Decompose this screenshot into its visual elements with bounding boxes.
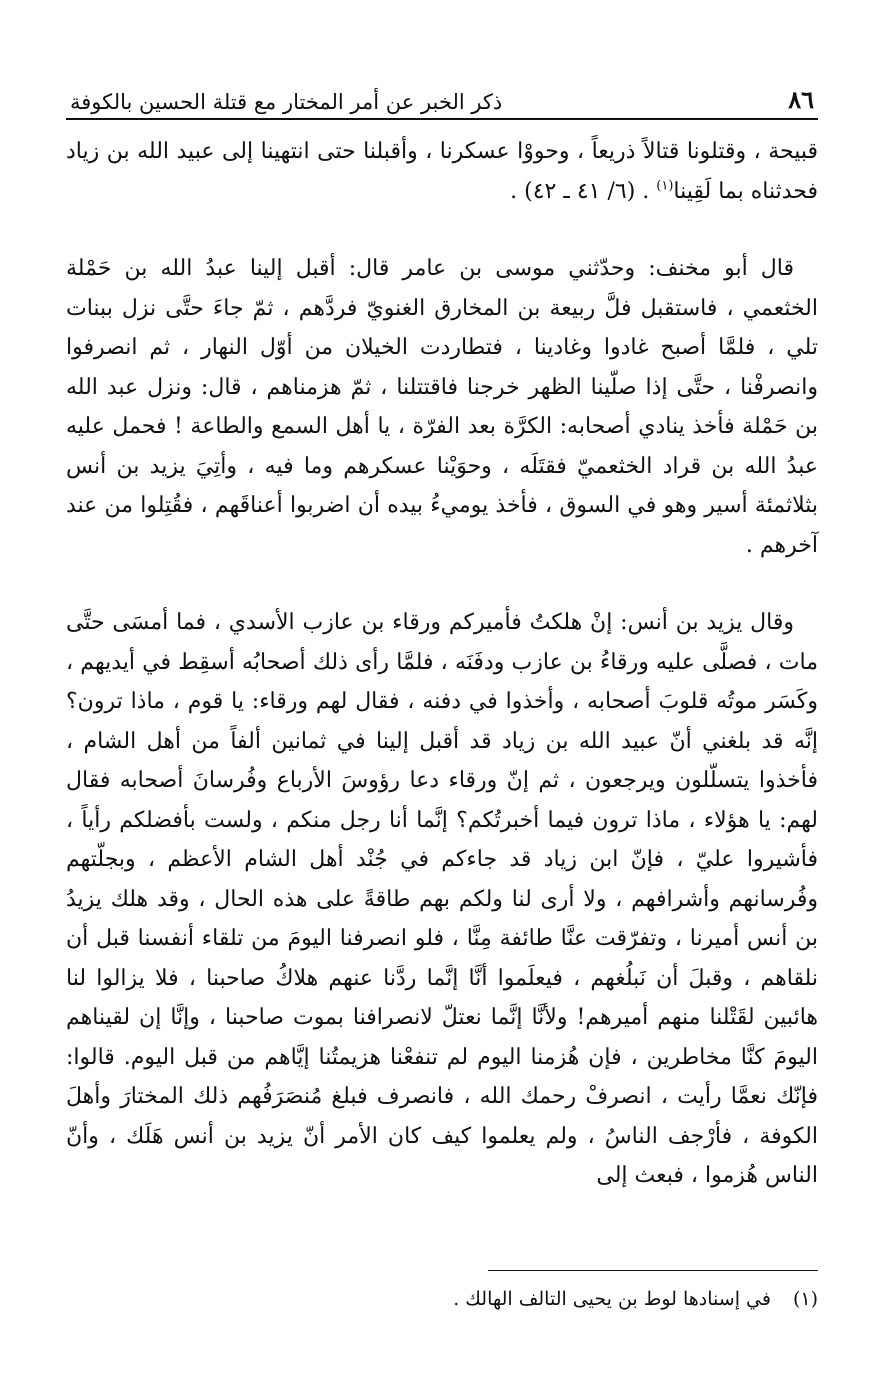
footnote-text: في إسنادها لوط بن يحيى التالف الهالك .	[453, 1288, 771, 1310]
book-page	[66, 70, 819, 1310]
running-title: ذكر الخبر عن أمر المختار مع قتلة الحسين بالكوفة	[70, 90, 503, 114]
footnote-reference: (١)	[656, 178, 674, 194]
main-text	[66, 132, 818, 1196]
footnote	[66, 1288, 818, 1310]
footnote-divider	[488, 1270, 818, 1271]
footnote-mark: (١)	[792, 1288, 818, 1310]
paragraph-1-citation: . (٦/ ٤١ ـ ٤٢) .	[510, 178, 657, 204]
paragraph-1	[66, 132, 818, 211]
paragraph-1-text: قبيحة ، وقتلونا قتالاً ذريعاً ، وحووْا عسكرنا ، وأقبلنا حتى انتهينا إلى عبيد الله بن زياد فحدثناه بما لَقِينا	[66, 139, 818, 204]
paragraph-3: وقال يزيد بن أنس: إنْ هلكتُ فأميركم ورقاء بن عازب الأسدي ، فما أمسَى حتَّى مات ، فصلَّى عليه ورقاءُ بن عازب ودفَنَه ، فلمَّا رأى ذلك أصحابُه أسقِط في أيديهم ، وكَسَر موتُه قلوبَ أصحابه ، وأخذوا في دفنه ، فقال لهم ورقاء: يا قوم ، ماذا ترون؟ إنَّه قد بلغني أنّ عبيد الله بن زياد قد أقبل إلينا في ثمانين ألفاً من أهل الشام ، فأخذوا يتسلّلون ويرجعون ، ثم إنّ ورقاء دعا رؤوسَ الأرباع وفُرسانَ أصحابه فقال لهم: يا هؤلاء ، ماذا ترون فيما أخبرتُكم؟ إنَّما أنا رجل منكم ، ولست بأفضلكم رأياً ، فأشيروا عليّ ، فإنّ ابن زياد قد جاءكم في جُنْد أهل الشام الأعظم ، وبجلّتهم وفُرسانهم وأشرافهم ، ولا أرى لنا ولكم بهم طاقةً على هذه الحال ، وقد هلك يزيدُ بن أنس أميرنا ، وتفرّقت عنَّا طائفة مِنَّا ، فلو انصرفنا اليومَ من تلقاء أنفسنا قبل أن نلقاهم ، وقبلَ أن نَبلُغهم ، فيعلَموا أنَّا إنَّما ردَّنا عنهم هلاكُ صاحبنا ، فلا يزالوا لنا هائبين لقَتْلنا منهم أميرهم! ولأنَّا إنَّما نعتلّ لانصرافنا بموت صاحبنا ، وإنَّا إن لقيناهم اليومَ كنَّا مخاطرين ، فإن هُزمنا اليوم لم تنفعْنا هزيمتُنا إيَّاهم من قبل اليوم. قالوا: فإنّك نعمَّا رأيت ، انصرفْ رحمك الله ، فانصرف فبلغ مُنصَرَفُهم ذلك المختارَ وأهلَ الكوفة ، فأرْجف الناسُ ، ولم يعلموا كيف كان الأمر أنّ يزيد بن أنس هَلَك ، وأنّ الناس هُزموا ، فبعث إلى	[66, 610, 819, 1188]
page-number: ٨٦	[788, 85, 814, 114]
paragraph-2: قال أبو مخنف: وحدّثني موسى بن عامر قال: أقبل إلينا عبدُ الله بن حَمْلة الخثعمي ، فاستقبل فلَّ ربيعة بن المخارق الغنويّ فردَّهم ، ثمّ جاءَ حتَّى نزل ببنات تلي ، فلمَّا أصبح غادوا وغادينا ، فتطاردت الخيلان من أوّل النهار ، ثم انصرفوا وانصرفْنا ، حتَّى إذا صلّينا الظهر خرجنا فاقتتلنا ، ثمّ هزمناهم ، قال: ونزل عبد الله بن حَمْلة فأخذ ينادي أصحابه: الكرَّة بعد الفرّة ، يا أهل السمع والطاعة ! فحمل عليه عبدُ الله بن قراد الخثعميّ فقتَلَه ، وحوَيْنا عسكرهم وما فيه ، وأتِيَ يزيد بن أنس بثلاثمئة أسير وهو في السوق ، فأخذ يوميءُ بيده أن اضربوا أعناقَهم ، فقُتِلوا من عند آخرهم .	[66, 256, 818, 558]
page-header	[66, 70, 818, 120]
